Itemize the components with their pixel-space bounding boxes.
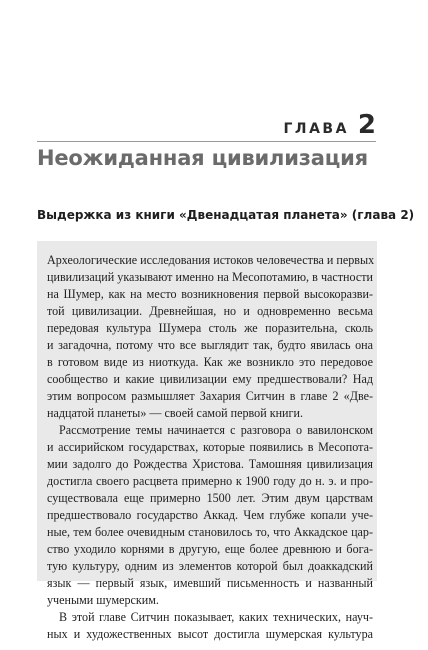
chapter-label: ГЛАВА <box>283 121 349 137</box>
excerpt-line: ных и художественных высот достигла шумерская культура <box>47 627 373 641</box>
excerpt-line: учеными шумерским. <box>47 593 159 607</box>
excerpt-line: достигла своего расцвета примерно к 1900 году до н. э. и про- <box>47 474 373 488</box>
excerpt-line: существовала еще примерно 1500 лет. Этим двум царствам <box>47 491 373 505</box>
chapter-title: Неожиданная цивилизация <box>37 146 368 170</box>
excerpt-line: передовая культура Шумера столь же поразительна, сколь <box>47 321 373 335</box>
excerpt-line: ные, тем более очевидным становилось то, что Аккадское цар- <box>47 525 373 539</box>
excerpt-line: мии задолго до Рождества Христова. Тамошняя цивилизация <box>47 457 373 471</box>
excerpt-line: этим вопросом размышляет Захария Ситчин в главе 2 «Две- <box>47 389 373 403</box>
excerpt-line: Рассмотрение темы начинается с разговора о вавилонском <box>59 423 373 437</box>
excerpt-line: и ассирийском государствах, которые появились в Месопота- <box>47 440 373 454</box>
heading-divider <box>37 141 376 142</box>
excerpt-line: язык — первый язык, имевший письменность и названный <box>47 576 373 590</box>
excerpt-line: ство уходило корнями в другую, еще более древнюю и бога- <box>47 542 373 556</box>
chapter-number: 2 <box>357 110 376 140</box>
excerpt-line: предшествовало государство Аккад. Чем глубже копали уче- <box>47 508 373 522</box>
excerpt-line: той цивилизации. Древнейшая, но и одновременно весьма <box>47 304 373 318</box>
excerpt-line: на Шумер, как на место возникновения первой высокоразви- <box>47 287 373 301</box>
excerpt-line: в готовом виде из ниоткуда. Как же возникло это передовое <box>47 355 373 369</box>
excerpt-line: сообщество и какие цивилизации ему предшествовали? Над <box>47 372 373 386</box>
excerpt-line: цивилизаций указывают именно на Месопотамию, в частности <box>47 270 373 284</box>
excerpt-line: и загадочна, потому что все выглядит так, будто явилась она <box>47 338 373 352</box>
chapter-heading <box>284 110 376 140</box>
excerpt-text <box>47 252 373 643</box>
excerpt-line: тую культуру, одним из элементов которой был доаккадский <box>47 559 373 573</box>
excerpt-line: В этой главе Ситчин показывает, каких технических, науч- <box>59 610 373 624</box>
excerpt-line: Археологические исследования истоков человечества и первых <box>47 253 375 267</box>
excerpt-line: надцатой планеты» — своей самой первой книги. <box>47 406 303 420</box>
excerpt-source-heading: Выдержка из книги «Двенадцатая планета» (глава 2) <box>37 208 415 222</box>
